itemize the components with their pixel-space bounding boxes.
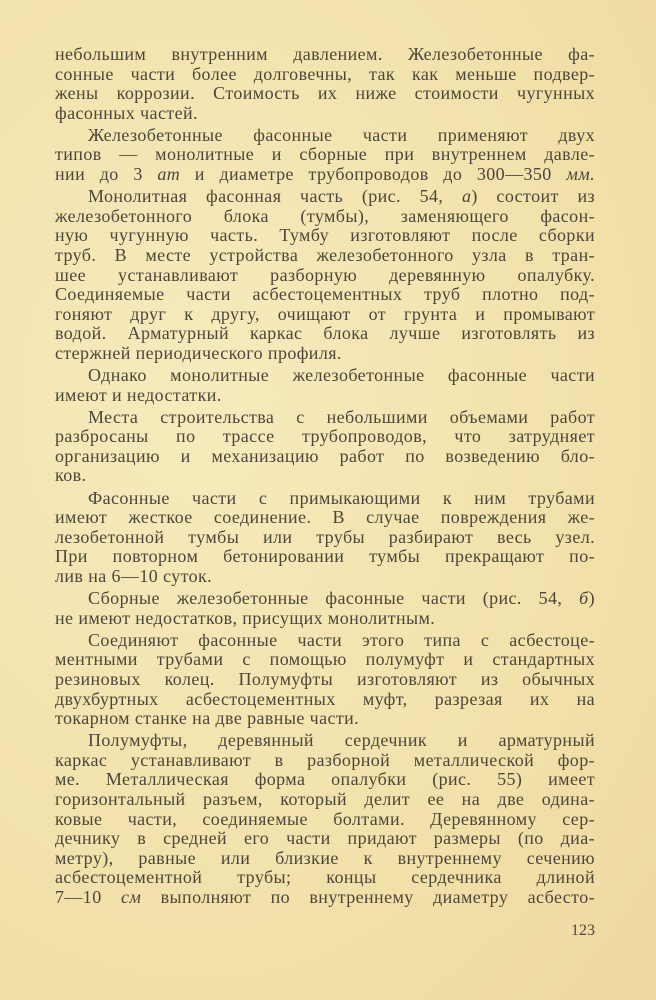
text-line (55, 829, 595, 849)
text-line (55, 427, 595, 447)
text-line (55, 285, 595, 305)
page-body-text (55, 45, 595, 910)
text-segment: асбестоцементной трубы; концы сердечника длиной (55, 867, 595, 888)
text-segment: имеют и недостатки. (55, 384, 222, 405)
text-line (55, 547, 595, 567)
text-line (55, 888, 595, 908)
text-line (55, 790, 595, 810)
text-line (55, 305, 595, 325)
text-segment: Монолитная фасонная часть (рис. 54, (88, 186, 462, 207)
text-line (55, 207, 595, 227)
text-segment: ков. (55, 465, 87, 486)
text-segment: Железобетонные фасонные части применяют двух (88, 124, 595, 145)
text-line (55, 45, 595, 65)
text-line (55, 226, 595, 246)
text-segment: токарном станке на две равные части. (55, 708, 360, 729)
text-segment: Соединяют фасонные части этого типа с асбестоце- (88, 629, 595, 650)
text-segment: выполняют по внутреннему диаметру асбесто- (141, 886, 595, 907)
text-segment: Фасонные части с примыкающими к ним трубами (88, 487, 595, 508)
text-line (55, 528, 595, 548)
text-segment: Полумуфты, деревянный сердечник и арматурный (88, 730, 595, 751)
text-segment: 7—10 (55, 886, 121, 907)
text-segment: железобетонного блока (тумбы), заменяющего фасон- (55, 205, 595, 226)
text-segment: ) состоит из (471, 186, 595, 207)
paragraph (55, 126, 595, 185)
paragraph (55, 408, 595, 486)
paragraph (55, 631, 595, 729)
text-line (55, 266, 595, 286)
text-segment: гоняют друг к другу, очищают от грунта и промывают (55, 303, 595, 324)
paragraph (55, 489, 595, 587)
paragraph (55, 187, 595, 363)
text-line (55, 466, 595, 486)
text-segment: небольшим внутренним давлением. Железобетонные фа- (55, 44, 595, 64)
text-segment: Места строительства с небольшими объемами работ (88, 406, 595, 427)
text-segment: каркас устанавливают в разборной металлической фор- (55, 749, 595, 770)
text-line (55, 65, 595, 85)
text-line (55, 849, 595, 869)
text-segment: метру), равные или близкие к внутреннему сечению (55, 847, 595, 868)
text-line (55, 650, 595, 670)
text-segment: двухбуртных асбестоцементных муфт, разрезая их на (55, 688, 595, 709)
text-segment: Соединяемые части асбестоцементных труб плотно под- (55, 284, 595, 305)
paragraph (55, 45, 595, 123)
text-segment: организацию и механизацию работ по возведению бло- (55, 445, 595, 466)
text-line (55, 126, 595, 146)
text-line (55, 868, 595, 888)
text-line (55, 709, 595, 729)
text-line (55, 589, 595, 609)
page-number: 123 (571, 922, 595, 939)
text-line (55, 770, 595, 790)
text-segment: типов — монолитные и сборные при внутреннем давле- (55, 144, 595, 165)
text-line (55, 447, 595, 467)
text-line (55, 567, 595, 587)
text-line (55, 84, 595, 104)
text-line (55, 731, 595, 751)
text-segment: разбросаны по трассе трубопроводов, что затрудняет (55, 426, 595, 447)
text-line (55, 246, 595, 266)
text-line (55, 690, 595, 710)
text-segment: нии до 3 (55, 164, 158, 185)
text-line (55, 609, 595, 629)
italic-text: см (120, 886, 142, 907)
text-line (55, 751, 595, 771)
text-segment: сонные части более долговечны, так как меньше подвер- (55, 63, 595, 84)
text-line (55, 408, 595, 428)
text-line (55, 489, 595, 509)
text-segment: водой. Арматурный каркас блока лучше изготовлять из (55, 323, 595, 344)
text-segment: Сборные железобетонные фасонные части (рис. 54, (88, 588, 580, 609)
italic-text: ат (157, 164, 181, 185)
text-line (55, 386, 595, 406)
text-segment: ме. Металлическая форма опалубки (рис. 55) имеет (55, 769, 595, 790)
text-segment: При повторном бетонировании тумбы прекращают по- (55, 546, 595, 567)
text-segment: лезобетонной тумбы или трубы разбирают весь узел. (55, 526, 595, 547)
text-segment: ) (588, 588, 595, 609)
text-line (55, 324, 595, 344)
text-segment: шее устанавливают разборную деревянную опалубку. (55, 264, 595, 285)
text-line (55, 508, 595, 528)
text-segment: резиновых колец. Полумуфты изготовляют из обычных (55, 668, 595, 689)
paragraph (55, 589, 595, 628)
text-segment: горизонтальный разъем, который делит ее на две одина- (55, 788, 595, 809)
text-segment: имеют жесткое соединение. В случае повреждения же- (55, 507, 595, 528)
text-line (55, 631, 595, 651)
text-line (55, 104, 595, 124)
text-segment: не имеют недостатков, присущих монолитным. (55, 607, 436, 628)
text-segment: дечнику в средней его части придают размеры (по диа- (55, 828, 595, 849)
italic-text: а (461, 186, 472, 207)
text-line (55, 670, 595, 690)
text-segment: и диаметре трубопроводов до 300—350 (180, 164, 567, 185)
text-line (55, 366, 595, 386)
text-line (55, 145, 595, 165)
text-line (55, 165, 595, 185)
text-segment: фасонных частей. (55, 102, 198, 123)
text-line (55, 810, 595, 830)
text-segment: стержней периодического профиля. (55, 342, 342, 363)
text-segment: жены коррозии. Стоимость их ниже стоимости чугунных (55, 83, 595, 104)
text-segment: Однако монолитные железобетонные фасонные части (88, 365, 595, 385)
paragraph (55, 731, 595, 907)
italic-text: мм. (566, 164, 595, 185)
text-segment: лив на 6—10 суток. (55, 565, 213, 586)
text-segment: труб. В месте устройства железобетонного узла в тран- (55, 244, 595, 265)
text-line (55, 187, 595, 207)
text-segment: ковые части, соединяемые болтами. Деревянному сер- (55, 808, 595, 829)
text-segment: ментными трубами с помощью полумуфт и стандартных (55, 649, 595, 670)
italic-text: б (579, 588, 589, 609)
text-segment: ную чугунную часть. Тумбу изготовляют после сборки (55, 225, 595, 246)
paragraph (55, 366, 595, 405)
text-line (55, 344, 595, 364)
